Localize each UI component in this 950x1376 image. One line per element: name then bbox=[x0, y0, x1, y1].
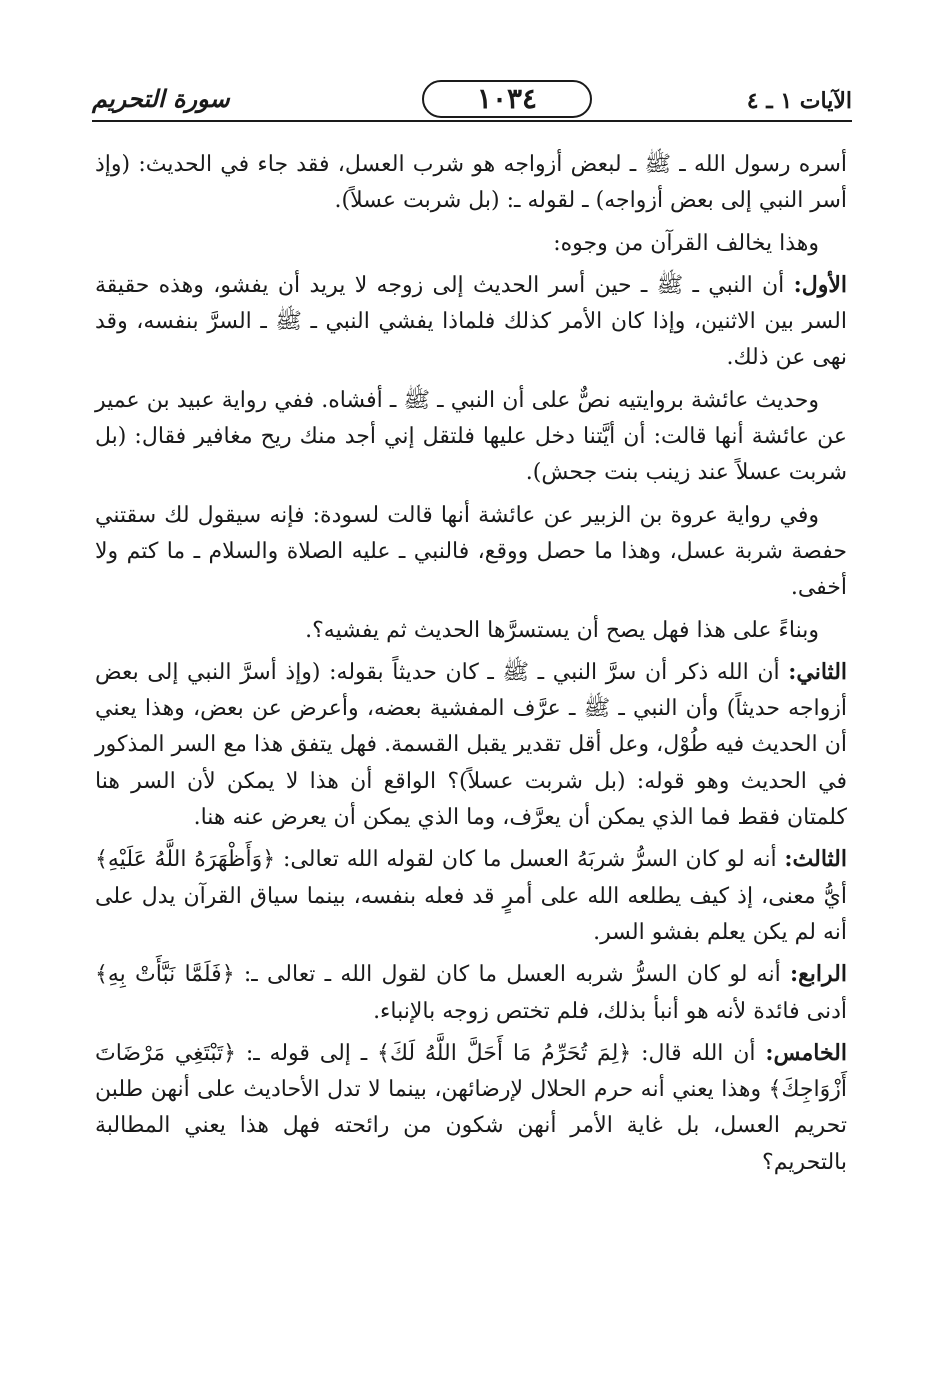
paragraph-text: أن الله ذكر أن سرَّ النبي ـ ﷺ ـ كان حديثاً بقوله: (وإذ أسرَّ النبي إلى بعض أزواجه حديثاً) وأن النبي ـ ﷺ ـ عرَّف المفشية بعضه، وأعرض عن بعض، وهذا يعني أن الحديث فيه طُوْل، وعل أقل تقدير يقبل القسمة. فهل يتفق هذا مع السر المذكور في الحديث وهو قوله: (بل شربت عسلاً)؟ الواقع أن هذا لا يمكن لأن السر هنا كلمتان فقط فما الذي يمكن أن يعرَّف، وما الذي يمكن أن يعرض عنه هنا. bbox=[95, 659, 847, 831]
paragraph-text: أن الله قال: ﴿لِمَ تُحَرِّمُ مَا أَحَلَّ اللَّهُ لَكَ﴾ ـ إلى قوله ـ: ﴿تَبْتَغِي مَرْضَاتَ أَزْوَاجِكَ﴾ وهذا يعني أنه حرم الحلال لإرضائهن، بينما لا تدل الأحاديث على أنهن طلبن تحريم العسل، بل غاية الأمر أنهن شكون من رائحته فهل هذا يعني المطالبة بالتحريم؟ bbox=[95, 1040, 847, 1175]
paragraph-lead: الأول: bbox=[793, 271, 847, 298]
paragraph bbox=[95, 1035, 847, 1181]
paragraph bbox=[95, 382, 847, 492]
paragraph bbox=[95, 654, 847, 836]
paragraph-text: أن النبي ـ ﷺ ـ حين أسر الحديث إلى زوجه لا يريد أن يفشو، وهذه حقيقة السر بين الاثنين، وإذا كان الأمر كذلك فلماذا يفشي النبي ـ ﷺ ـ السرَّ بنفسه، وقد نهى عن ذلك. bbox=[95, 272, 847, 371]
header-divider bbox=[92, 120, 852, 122]
verse-range: الآيات ١ ـ ٤ bbox=[746, 88, 852, 114]
paragraph-text: أنه لو كان السرُّ شربَهُ العسل ما كان لقوله الله تعالى: ﴿وَأَظْهَرَهُ اللَّهُ عَلَيْهِ﴾ أيُّ معنى، إذ كيف يطلعه الله على أمرٍ قد فعله بنفسه، بينما سياق القرآن يدل على أنه لم يكن يعلم بفشو السر. bbox=[95, 847, 847, 945]
paragraph-text: وفي رواية عروة بن الزبير عن عائشة أنها قالت لسودة: فإنه سيقول لك سقتني حفصة شربة عسل، وهذا ما حصل ووقع، فالنبي ـ عليه الصلاة والسلام ـ ما كتم ولا أخفى. bbox=[95, 502, 847, 601]
page-number-frame bbox=[422, 80, 592, 118]
page-header bbox=[92, 80, 852, 124]
paragraph-lead: الرابع: bbox=[789, 961, 847, 988]
paragraph bbox=[95, 497, 847, 607]
paragraph bbox=[95, 225, 847, 262]
paragraph bbox=[95, 267, 847, 377]
paragraph-lead: الثاني: bbox=[788, 658, 848, 685]
paragraph bbox=[95, 612, 847, 649]
paragraph-text: وبناءً على هذا فهل يصح أن يستسرَّها الحديث ثم يفشيه؟. bbox=[305, 617, 819, 643]
surah-name: سورة التحريم bbox=[92, 84, 230, 113]
paragraph-lead: الخامس: bbox=[765, 1039, 848, 1066]
body-text bbox=[95, 146, 847, 1186]
paragraph bbox=[95, 956, 847, 1030]
paragraph-text: أنه لو كان السرُّ شربه العسل ما كان لقول الله ـ تعالى ـ: ﴿فَلَمَّا نَبَّأَتْ بِهِ﴾ أدنى فائدة لأنه هو أنبأ بذلك، فلم تختص زوجه بالإنباء. bbox=[95, 962, 847, 1024]
paragraph-text: وهذا يخالف القرآن من وجوه: bbox=[553, 230, 819, 256]
paragraph-text: وحديث عائشة بروايتيه نصٌّ على أن النبي ـ ﷺ ـ أفشاه. ففي رواية عبيد بن عمير عن عائشة أنها قالت: أن أيَّتنا دخل عليها فلتقل إني أجد منك ريح مغافير فقال: (بل شربت عسلاً عند زينب بنت جحش). bbox=[95, 387, 847, 486]
paragraph bbox=[95, 841, 847, 951]
paragraph bbox=[95, 146, 847, 220]
paragraph-lead: الثالث: bbox=[784, 846, 847, 873]
page-number: ١٠٣٤ bbox=[476, 82, 538, 115]
paragraph-text: أسره رسول الله ـ ﷺ ـ لبعض أزواجه هو شرب العسل، فقد جاء في الحديث: (وإذ أسر النبي إلى بعض أزواجه) ـ لقوله ـ: (بل شربت عسلاً). bbox=[95, 152, 847, 214]
